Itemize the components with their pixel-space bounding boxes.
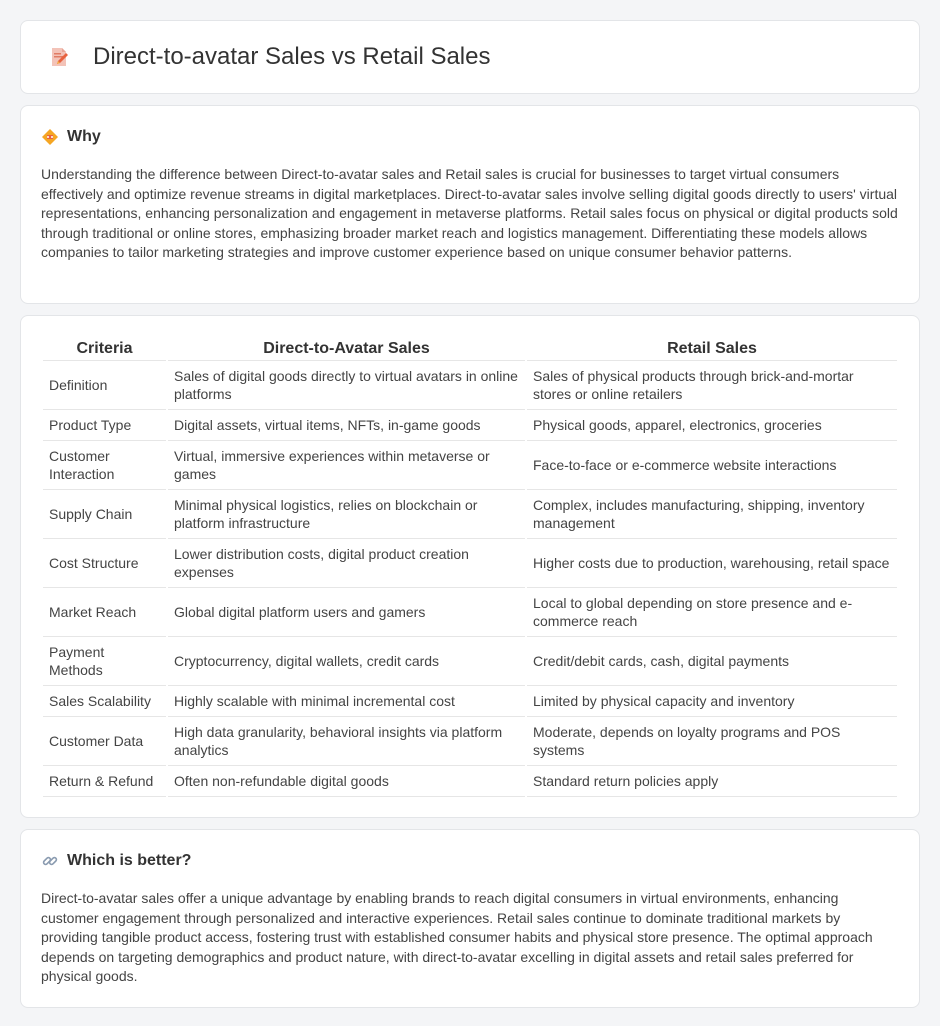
direct-to-avatar-cell: Lower distribution costs, digital product creation expenses xyxy=(168,539,525,588)
table-row xyxy=(43,637,897,686)
criteria-cell: Customer Data xyxy=(43,717,166,766)
criteria-cell: Cost Structure xyxy=(43,539,166,588)
criteria-cell: Return & Refund xyxy=(43,766,166,797)
direct-to-avatar-cell: High data granularity, behavioral insights via platform analytics xyxy=(168,717,525,766)
header-card xyxy=(20,20,920,94)
which-better-section xyxy=(20,829,920,1008)
table-header: Criteria xyxy=(43,334,166,361)
criteria-cell: Definition xyxy=(43,361,166,410)
comparison-table-card xyxy=(20,315,920,818)
table-row xyxy=(43,539,897,588)
document-pencil-icon xyxy=(47,45,71,69)
retail-cell: Local to global depending on store presence and e-commerce reach xyxy=(527,588,897,637)
link-icon xyxy=(41,852,59,870)
why-section xyxy=(20,105,920,304)
retail-cell: Face-to-face or e-commerce website interactions xyxy=(527,441,897,490)
which-better-text: Direct-to-avatar sales offer a unique advantage by enabling brands to reach digital consumers in virtual environments, enhancing customer engagement through personalized and interactive experiences. Retail sales continue to dominate traditional markets by providing tangible product access, fostering trust with established consumer habits and physical store presence. The optimal approach depends on targeting demographics and product nature, with direct-to-avatar excelling in digital assets and retail sales preferred for physical goods. xyxy=(41,890,873,984)
direct-to-avatar-cell: Minimal physical logistics, relies on blockchain or platform infrastructure xyxy=(168,490,525,539)
retail-cell: Credit/debit cards, cash, digital payments xyxy=(527,637,897,686)
table-header: Retail Sales xyxy=(527,334,897,361)
why-text: Understanding the difference between Direct-to-avatar sales and Retail sales is crucial for businesses to target virtual consumers effectively and optimize revenue streams in digital marketplaces. Direct-to-avatar sales involve selling digital goods directly to users' virtual representations, enhancing personalization and engagement in metaverse platforms. Retail sales focus on physical or digital products sold through traditional or online stores, emphasizing broader market reach and logistics management. Differentiating these models allows companies to tailor marketing strategies and improve customer experience based on unique consumer behavior patterns. xyxy=(41,166,898,260)
retail-cell: Limited by physical capacity and inventory xyxy=(527,686,897,717)
table-row xyxy=(43,588,897,637)
retail-cell: Physical goods, apparel, electronics, groceries xyxy=(527,410,897,441)
direct-to-avatar-cell: Cryptocurrency, digital wallets, credit cards xyxy=(168,637,525,686)
criteria-cell: Sales Scalability xyxy=(43,686,166,717)
retail-cell: Complex, includes manufacturing, shipping, inventory management xyxy=(527,490,897,539)
why-title: Why xyxy=(67,128,101,145)
table-row xyxy=(43,766,897,797)
criteria-cell: Payment Methods xyxy=(43,637,166,686)
table-row xyxy=(43,441,897,490)
table-row xyxy=(43,490,897,539)
criteria-cell: Market Reach xyxy=(43,588,166,637)
direct-to-avatar-cell: Digital assets, virtual items, NFTs, in-game goods xyxy=(168,410,525,441)
retail-cell: Moderate, depends on loyalty programs and POS systems xyxy=(527,717,897,766)
retail-cell: Standard return policies apply xyxy=(527,766,897,797)
criteria-cell: Customer Interaction xyxy=(43,441,166,490)
direct-to-avatar-cell: Virtual, immersive experiences within metaverse or games xyxy=(168,441,525,490)
table-row xyxy=(43,410,897,441)
diamond-sign-icon xyxy=(41,128,59,146)
direct-to-avatar-cell: Highly scalable with minimal incremental cost xyxy=(168,686,525,717)
retail-cell: Sales of physical products through brick-and-mortar stores or online retailers xyxy=(527,361,897,410)
table-row xyxy=(43,686,897,717)
direct-to-avatar-cell: Sales of digital goods directly to virtual avatars in online platforms xyxy=(168,361,525,410)
comparison-table xyxy=(41,334,899,797)
retail-cell: Higher costs due to production, warehousing, retail space xyxy=(527,539,897,588)
criteria-cell: Supply Chain xyxy=(43,490,166,539)
which-better-title: Which is better? xyxy=(67,852,192,869)
table-header: Direct-to-Avatar Sales xyxy=(168,334,525,361)
criteria-cell: Product Type xyxy=(43,410,166,441)
table-row xyxy=(43,361,897,410)
direct-to-avatar-cell: Global digital platform users and gamers xyxy=(168,588,525,637)
page-title: Direct-to-avatar Sales vs Retail Sales xyxy=(93,43,491,70)
direct-to-avatar-cell: Often non-refundable digital goods xyxy=(168,766,525,797)
table-row xyxy=(43,717,897,766)
